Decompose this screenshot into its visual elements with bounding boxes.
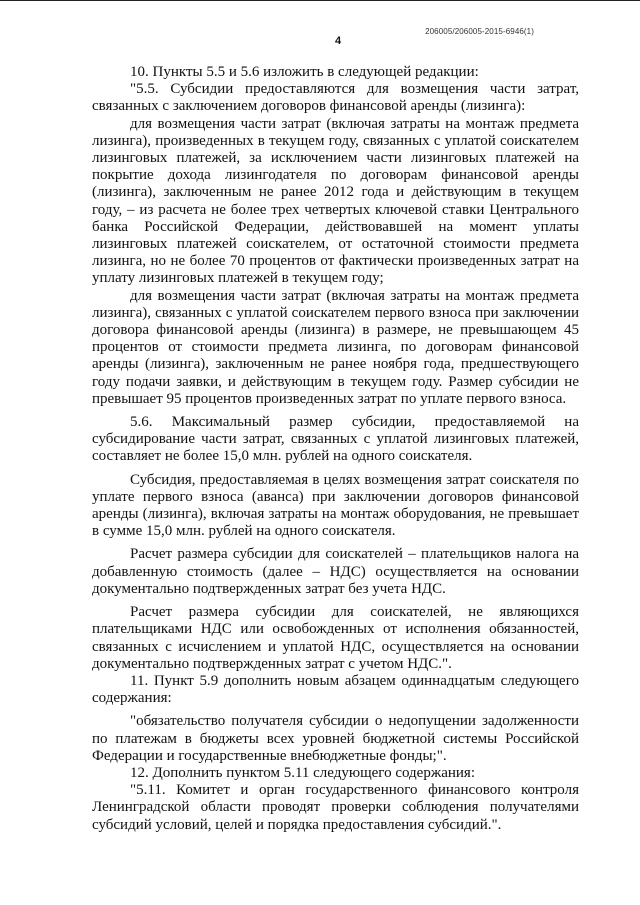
- paragraph-non-vat-payers: Расчет размера субсидии для соискателей, не являющихся плательщиками НДС или освобожденных от исполнения обязанностей, связанных с исчислением и уплатой НДС, осуществляется на основании документально подтвержденных затрат с учетом НДС.".: [92, 604, 579, 672]
- document-body: [92, 64, 579, 834]
- paragraph-leasing-payments: для возмещения части затрат (включая затраты на монтаж предмета лизинга), произведенных в текущем году, связанных с уплатой соискателем лизинговых платежей, за исключением части лизинговых платежей на покрытие дохода лизингодателя по договорам финансовой аренды (лизинга), заключенным не ранее 2012 года и действующим в текущем году, – из расчета не более трех четвертых ключевой ставки Центрального банка Российской Федерации, действовавшей на момент уплаты лизинговых платежей соискателем, от остаточной стоимости предмета лизинга, но не более 70 процентов от фактически произведенных затрат на уплату лизинговых платежей в текущем году;: [92, 115, 579, 287]
- paragraph-5-11: "5.11. Комитет и орган государственного финансового контроля Ленинградской области проводят проверки соблюдения получателями субсидий условий, целей и порядка предоставления субсидий.".: [92, 782, 579, 833]
- document-id: 206005/206005-2015-6946(1): [425, 27, 534, 36]
- paragraph-vat-payers: Расчет размера субсидии для соискателей – плательщиков налога на добавленную стоимость (далее – НДС) осуществляется на основании документально подтвержденных затрат без учета НДС.: [92, 546, 579, 597]
- paragraph-5-5-intro: "5.5. Субсидии предоставляются для возмещения части затрат, связанных с заключением договоров финансовой аренды (лизинга):: [92, 81, 579, 115]
- paragraph-advance-subsidy: Субсидия, предоставляемая в целях возмещения затрат соискателя по уплате первого взноса (аванса) при заключении договоров финансовой аренды (лизинга), включая затраты на монтаж оборудования, не превышает в сумме 15,0 млн. рублей на одного соискателя.: [92, 471, 579, 540]
- paragraph-obligation: "обязательство получателя субсидии о недопущении задолженности по платежам в бюджеты всех уровней бюджетной системы Российской Федерации и государственные внебюджетные фонды;".: [92, 713, 579, 764]
- paragraph-5-6: 5.6. Максимальный размер субсидии, предоставляемой на субсидирование части затрат, связанных с уплатой лизинговых платежей, составляет не более 15,0 млн. рублей на одного соискателя.: [92, 414, 579, 465]
- paragraph-item-10: 10. Пункты 5.5 и 5.6 изложить в следующей редакции:: [130, 64, 479, 80]
- paragraph-item-11: 11. Пункт 5.9 дополнить новым абзацем одиннадцатым следующего содержания:: [92, 672, 579, 707]
- page-number: 4: [334, 35, 342, 47]
- paragraph-item-12: 12. Дополнить пунктом 5.11 следующего содержания:: [130, 764, 475, 781]
- paragraph-first-payment: для возмещения части затрат (включая затраты на монтаж предмета лизинга), связанных с уплатой соискателем первого взноса при заключении договора финансовой аренды (лизинга) в размере, не превышающем 45 процентов от стоимости предмета лизинга, по договорам финансовой аренды (лизинга), заключенным не ранее ноября года, предшествующего году подачи заявки, и действующим в текущем году. Размер субсидии не превышает 95 процентов произведенных затрат по уплате первого взноса.: [92, 287, 579, 407]
- top-border-line: [0, 0, 640, 1]
